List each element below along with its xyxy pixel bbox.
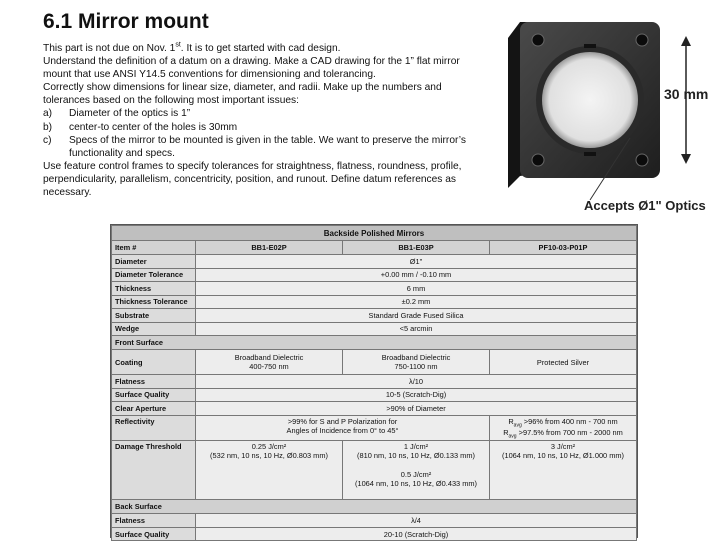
table-row (112, 350, 637, 375)
table-row (112, 322, 637, 336)
row-value: 6 mm (196, 282, 637, 296)
list-label: c) (43, 134, 52, 146)
table-row (112, 295, 637, 309)
cell-text: R (508, 416, 514, 426)
paragraph-dimensions: Correctly show dimensions for linear size, diameter, and radii. Make up the numbers and tolerances based on the following most important issues: (43, 82, 442, 107)
para1-sup: st (175, 41, 181, 49)
cell-line: 0.25 J/cm² (251, 442, 287, 452)
cell-line: >99% for S and P Polarization for (287, 416, 398, 426)
coating-cell (196, 350, 343, 375)
row-value: 10-5 (Scratch-Dig) (196, 388, 637, 402)
row-value: Ø1" (196, 255, 637, 269)
table-row (112, 268, 637, 282)
row-label: Surface Quality (112, 527, 196, 541)
cell-line: (1064 nm, 10 ns, 10 Hz, Ø0.433 mm) (355, 479, 477, 489)
damage-cell (490, 441, 637, 500)
row-value: ±0.2 mm (196, 295, 637, 309)
dimension-label: 30 mm (664, 86, 709, 102)
paragraph-feature-control: Use feature control frames to specify tolerances for straightness, flatness, roundness, profile, perpendicularity, parallelism, concentricity, position, and runout. Define datum references as necessary. (43, 160, 462, 199)
section-row-front (112, 336, 637, 350)
table-row (112, 441, 637, 500)
paragraph-due-date (43, 42, 483, 55)
cell-line (493, 417, 633, 428)
ring-slot (584, 44, 596, 48)
table-caption: Backside Polished Mirrors (112, 226, 637, 241)
coating-cell: Protected Silver (490, 350, 637, 375)
row-label: Diameter Tolerance (112, 268, 196, 282)
corner-hole (532, 154, 544, 166)
table-row (112, 388, 637, 402)
list-label: a) (43, 108, 53, 120)
cell-line: (1064 nm, 10 ns, 10 Hz, Ø1.000 mm) (502, 451, 624, 461)
page-title: 6.1 Mirror mount (43, 10, 209, 33)
cell-line: 0.5 J/cm² (400, 470, 432, 480)
cell-text: >96% from 400 nm - 700 nm (521, 416, 618, 426)
row-label: Flatness (112, 375, 196, 389)
row-value: λ/4 (196, 514, 637, 528)
row-label: Thickness (112, 282, 196, 296)
ring-slot (584, 152, 596, 156)
section-label: Back Surface (112, 500, 637, 514)
list-text: Specs of the mirror to be mounted is given in the table. We want to preserve the mirror’s functionality and specs. (69, 134, 466, 159)
cell-line: 750-1100 nm (394, 362, 438, 371)
cell-spacer (346, 460, 486, 470)
row-label: Clear Aperture (112, 402, 196, 416)
header-bb1-e03p: BB1-E03P (343, 241, 490, 255)
dimension-arrow-bottom (681, 154, 691, 164)
list-label: b) (43, 121, 53, 133)
cell-line: Broadband Dielectric (381, 353, 451, 362)
row-value: <5 arcmin (196, 322, 637, 336)
table-row (112, 402, 637, 416)
table-caption-row (112, 226, 637, 241)
cell-line: Angles of Incidence from 0° to 45° (286, 425, 399, 435)
table-row (112, 375, 637, 389)
list-text: Diameter of the optics is 1” (69, 108, 191, 120)
corner-hole (532, 34, 544, 46)
row-value: >90% of Diameter (196, 402, 637, 416)
reflectivity-cell (196, 415, 490, 441)
row-label: Diameter (112, 255, 196, 269)
section-row-back (112, 500, 637, 514)
row-label: Reflectivity (112, 415, 196, 441)
cell-sub: avg (508, 433, 517, 440)
table-row (112, 415, 637, 441)
dimension-arrow-top (681, 36, 691, 46)
cell-line: (532 nm, 10 ns, 10 Hz, Ø0.803 mm) (210, 451, 328, 461)
list-text: center-to center of the holes is 30mm (69, 121, 238, 133)
cell-line: 400-750 nm (249, 362, 289, 371)
list-item-b (43, 121, 483, 134)
list-item-c (43, 134, 483, 160)
header-pf10-03-p01p: PF10-03-P01P (490, 241, 637, 255)
cell-line: 3 J/cm² (550, 442, 576, 452)
cell-sub: avg (513, 421, 522, 428)
row-value: λ/10 (196, 375, 637, 389)
instructions-text (43, 42, 483, 199)
cell-line: 1 J/cm² (403, 442, 429, 452)
cell-line: (810 nm, 10 ns, 10 Hz, Ø0.133 mm) (357, 451, 475, 461)
reflectivity-cell (490, 415, 637, 441)
row-label: Thickness Tolerance (112, 295, 196, 309)
section-label: Front Surface (112, 336, 637, 350)
specs-table (110, 224, 638, 538)
accepts-label: Accepts Ø1" Optics (584, 198, 706, 213)
row-label: Wedge (112, 322, 196, 336)
table-row (112, 527, 637, 541)
row-value: +0.00 mm / -0.10 mm (196, 268, 637, 282)
table-header-row (112, 241, 637, 255)
header-bb1-e02p: BB1-E02P (196, 241, 343, 255)
row-label: Coating (112, 350, 196, 375)
row-label: Substrate (112, 309, 196, 323)
list-item-a (43, 107, 483, 120)
mirror-spec-table (111, 225, 637, 541)
damage-cell (343, 441, 490, 500)
cell-text: R (503, 427, 509, 437)
para1-text-end: . It is to get started with cad design. (180, 43, 341, 54)
paragraph-datum: Understand the definition of a datum on a drawing. Make a CAD drawing for the 1” flat mirror mount that use ANSI Y14.5 conventions for dimensioning and tolerancing. (43, 56, 460, 81)
corner-hole (636, 154, 648, 166)
table-row (112, 255, 637, 269)
header-item: Item # (112, 241, 196, 255)
mirror-mount-illustration (480, 8, 720, 223)
para1-text: This part is not due on Nov. 1 (43, 43, 176, 54)
row-value: 20-10 (Scratch-Dig) (196, 527, 637, 541)
mirror-mount-photo (480, 8, 720, 223)
damage-cell (196, 441, 343, 500)
cell-line (493, 428, 633, 439)
table-row (112, 514, 637, 528)
cell-text: >97.5% from 700 nm - 2000 nm (516, 427, 623, 437)
row-label: Damage Threshold (112, 441, 196, 500)
table-row (112, 309, 637, 323)
cell-line: Broadband Dielectric (234, 353, 304, 362)
table-row (112, 282, 637, 296)
row-label: Flatness (112, 514, 196, 528)
bore-opening (542, 52, 638, 148)
row-label: Surface Quality (112, 388, 196, 402)
coating-cell (343, 350, 490, 375)
corner-hole (636, 34, 648, 46)
row-value: Standard Grade Fused Silica (196, 309, 637, 323)
